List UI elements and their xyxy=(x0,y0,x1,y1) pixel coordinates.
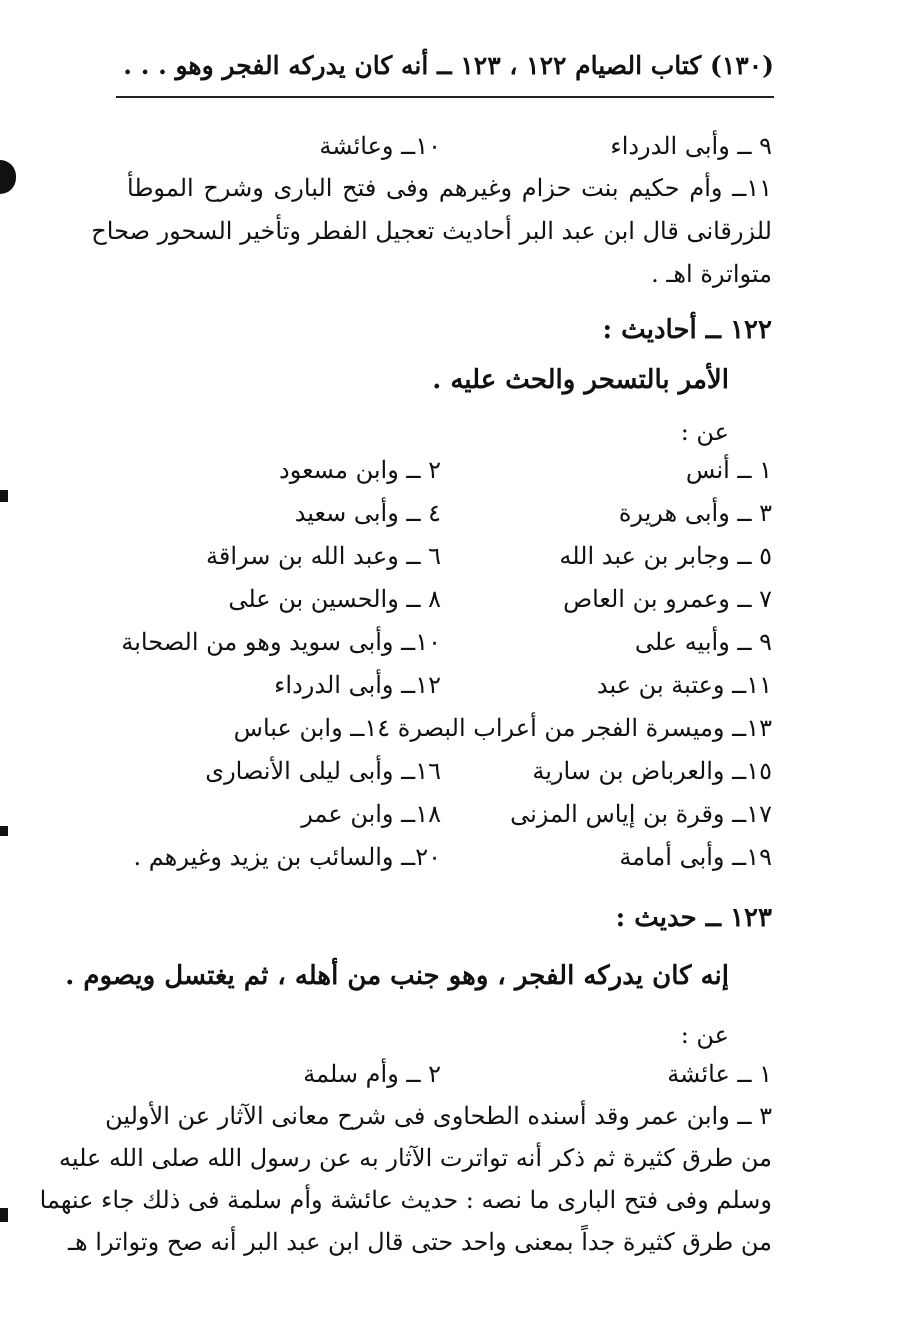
hadith-narrator-2: ٢ ــ وأم سلمة xyxy=(303,1060,441,1088)
narrator-7: ٧ ــ وعمرو بن العاص xyxy=(563,585,772,613)
intro-item-9: ٩ ــ وأبى الدرداء xyxy=(610,132,772,160)
scan-edge-mark xyxy=(0,490,8,502)
running-head: (١٣٠) كتاب الصيام ١٢٢ ، ١٢٣ ــ أنه كان يدركه الفجر وهو . . . xyxy=(123,50,774,80)
header-rule xyxy=(116,96,774,98)
narrator-20: ٢٠ــ والسائب بن يزيد وغيرهم . xyxy=(133,843,441,871)
narrator-11: ١١ــ وعتبة بن عبد xyxy=(596,671,772,699)
narrator-15: ١٥ــ والعرباض بن سارية xyxy=(532,757,772,785)
narrator-16: ١٦ــ وأبى ليلى الأنصارى xyxy=(205,757,441,785)
section-122-heading: ١٢٢ ــ أحاديث : xyxy=(602,315,772,345)
narrator-4: ٤ ــ وأبى سعيد xyxy=(294,499,441,527)
scan-edge-mark xyxy=(0,160,16,194)
narrator-2: ٢ ــ وابن مسعود xyxy=(279,456,441,484)
intro-para-line-1: ١١ــ وأم حكيم بنت حزام وغيرهم وفى فتح البارى وشرح الموطأ xyxy=(127,174,772,202)
narrator-3: ٣ ــ وأبى هريرة xyxy=(618,499,772,527)
intro-para-line-3: متواترة اهـ . xyxy=(651,260,772,288)
narrator-6: ٦ ــ وعبد الله بن سراقة xyxy=(206,542,441,570)
narrator-9: ٩ ــ وأبيه على xyxy=(634,628,772,656)
narrator-19: ١٩ــ وأبى أمامة xyxy=(619,843,772,871)
section-122-subheading: الأمر بالتسحر والحث عليه . xyxy=(432,365,729,395)
narrator-5: ٥ ــ وجابر بن عبد الله xyxy=(559,542,772,570)
hadith-narrator-1: ١ ــ عائشة xyxy=(667,1060,772,1088)
section-122-from: عن : xyxy=(680,418,729,446)
section-123-heading: ١٢٣ ــ حديث : xyxy=(615,903,772,933)
narrator-13-14: ١٣ــ وميسرة الفجر من أعراب البصرة ١٤ــ وابن عباس xyxy=(233,714,772,742)
section-123-para-line-1: ٣ ــ وابن عمر وقد أسنده الطحاوى فى شرح معانى الآثار عن الأولين xyxy=(105,1102,772,1130)
scan-edge-mark xyxy=(0,826,8,836)
narrator-12: ١٢ــ وأبى الدرداء xyxy=(274,671,441,699)
narrator-18: ١٨ــ وابن عمر xyxy=(301,800,441,828)
section-123-from: عن : xyxy=(680,1021,729,1049)
narrator-17: ١٧ــ وقرة بن إياس المزنى xyxy=(510,800,772,828)
narrator-1: ١ ــ أنس xyxy=(685,456,772,484)
section-123-subheading: إنه كان يدركه الفجر ، وهو جنب من أهله ، ثم يغتسل ويصوم . xyxy=(65,961,729,991)
intro-para-line-2: للزرقانى قال ابن عبد البر أحاديث تعجيل الفطر وتأخير السحور صحاح xyxy=(91,217,772,245)
narrator-8: ٨ ــ والحسين بن على xyxy=(228,585,441,613)
narrator-10: ١٠ــ وأبى سويد وهو من الصحابة xyxy=(121,628,441,656)
section-123-para-line-3: وسلم وفى فتح البارى ما نصه : حديث عائشة وأم سلمة فى ذلك جاء عنهما xyxy=(39,1186,772,1214)
page-header xyxy=(118,40,774,90)
scan-edge-mark xyxy=(0,1208,8,1222)
section-123-para-line-4: من طرق كثيرة جداً بمعنى واحد حتى قال ابن عبد البر أنه صح وتواترا هـ xyxy=(67,1228,772,1256)
intro-item-10: ١٠ــ وعائشة xyxy=(319,132,441,160)
section-123-para-line-2: من طرق كثيرة ثم ذكر أنه تواترت الآثار به عن رسول الله صلى الله عليه xyxy=(58,1144,772,1172)
